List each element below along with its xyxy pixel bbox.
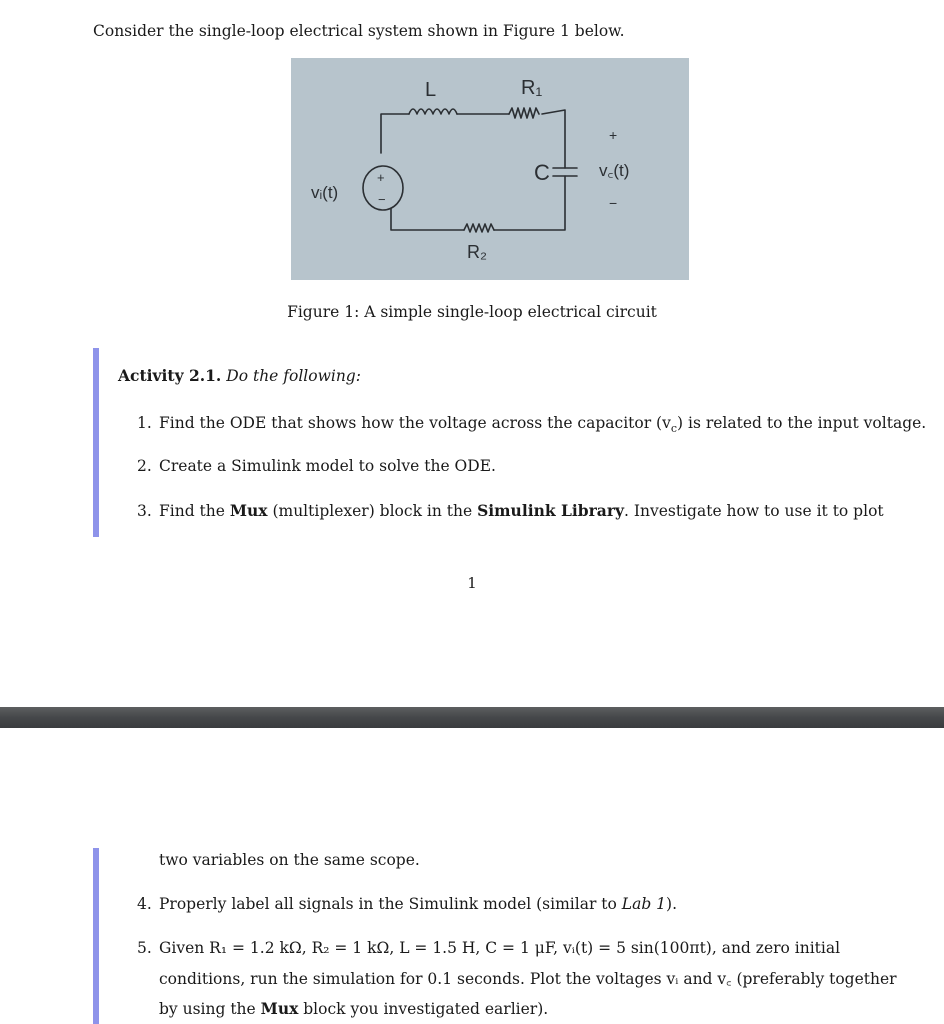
label-inductor: L [425,79,437,101]
mux-term: Mux [260,999,299,1018]
continuation-text: two variables on the same scope. [159,851,420,869]
circuit-figure [291,58,689,280]
item-text-line-1: Given R₁ = 1.2 kΩ, R₂ = 1 kΩ, L = 1.5 H, C = 1 μF, vᵢ(t) = 5 sin(100πt), and zero initial [159,939,841,957]
item-text: Find the [159,502,230,520]
item-5-line-3 [159,994,548,1024]
label-source-plus: + [377,170,385,185]
mux-term: Mux [229,501,268,520]
r2-resistor [464,224,494,232]
label-plus-top: + [609,127,618,143]
item-text: (multiplexer) block in the [267,502,478,520]
wire-right-bottom [494,176,565,230]
item-text: block you investigated earlier). [298,1000,549,1018]
list-item-4 [137,895,677,913]
r1-resistor [509,108,539,118]
item-text: Create a Simulink model to solve the ODE. [159,457,496,475]
simulink-library-term: Simulink Library [477,501,625,520]
item-text: . Investigate how to use it to plot [624,502,884,520]
item-number: 3. [137,502,152,520]
page-number: 1 [467,574,477,592]
label-r2: R₂ [467,242,487,262]
list-item-2 [137,457,496,475]
item-text: Find the ODE that shows how the voltage across the capacitor (v [159,414,671,432]
subscript: c [670,422,678,436]
label-vc: v꜀(t) [599,161,630,180]
activity-instruction: Do the following: [226,367,361,385]
label-capacitor: C [534,160,550,185]
activity-sidebar-bar [93,348,99,537]
item-number: 1. [137,414,152,432]
item-text: by using the [159,1000,261,1018]
item-text: Properly label all signals in the Simulink model (similar to [159,895,622,913]
label-r1: R₁ [521,77,543,99]
item-number: 2. [137,457,152,475]
item-number: 5. [137,939,152,957]
page-2 [0,728,944,1024]
activity-heading [118,366,361,385]
intro-text: Consider the single-loop electrical system shown in Figure 1 below. [93,22,625,40]
page-divider [0,707,944,728]
label-minus-bottom: − [609,195,618,211]
activity-label: Activity 2.1. [118,366,222,385]
item-5-line-2: conditions, run the simulation for 0.1 seconds. Plot the voltages vᵢ and v꜀ (preferably together [159,970,897,988]
activity-sidebar-bar-continued [93,848,99,1024]
circuit-diagram [291,58,689,280]
label-source-minus: − [378,192,386,207]
item-text: ). [666,895,678,913]
lab-reference: Lab 1 [621,895,667,913]
figure-caption: Figure 1: A simple single-loop electrical circuit [287,303,657,321]
wire-left-bottom [391,208,464,230]
wire-left-top [381,114,409,153]
list-item-1 [137,414,926,435]
list-item-3 [137,501,884,520]
list-item-5 [137,933,840,963]
item-number: 4. [137,895,152,913]
inductor-coil [409,109,457,114]
item-text: ) is related to the input voltage. [677,414,927,432]
label-vi: vᵢ(t) [311,183,339,202]
